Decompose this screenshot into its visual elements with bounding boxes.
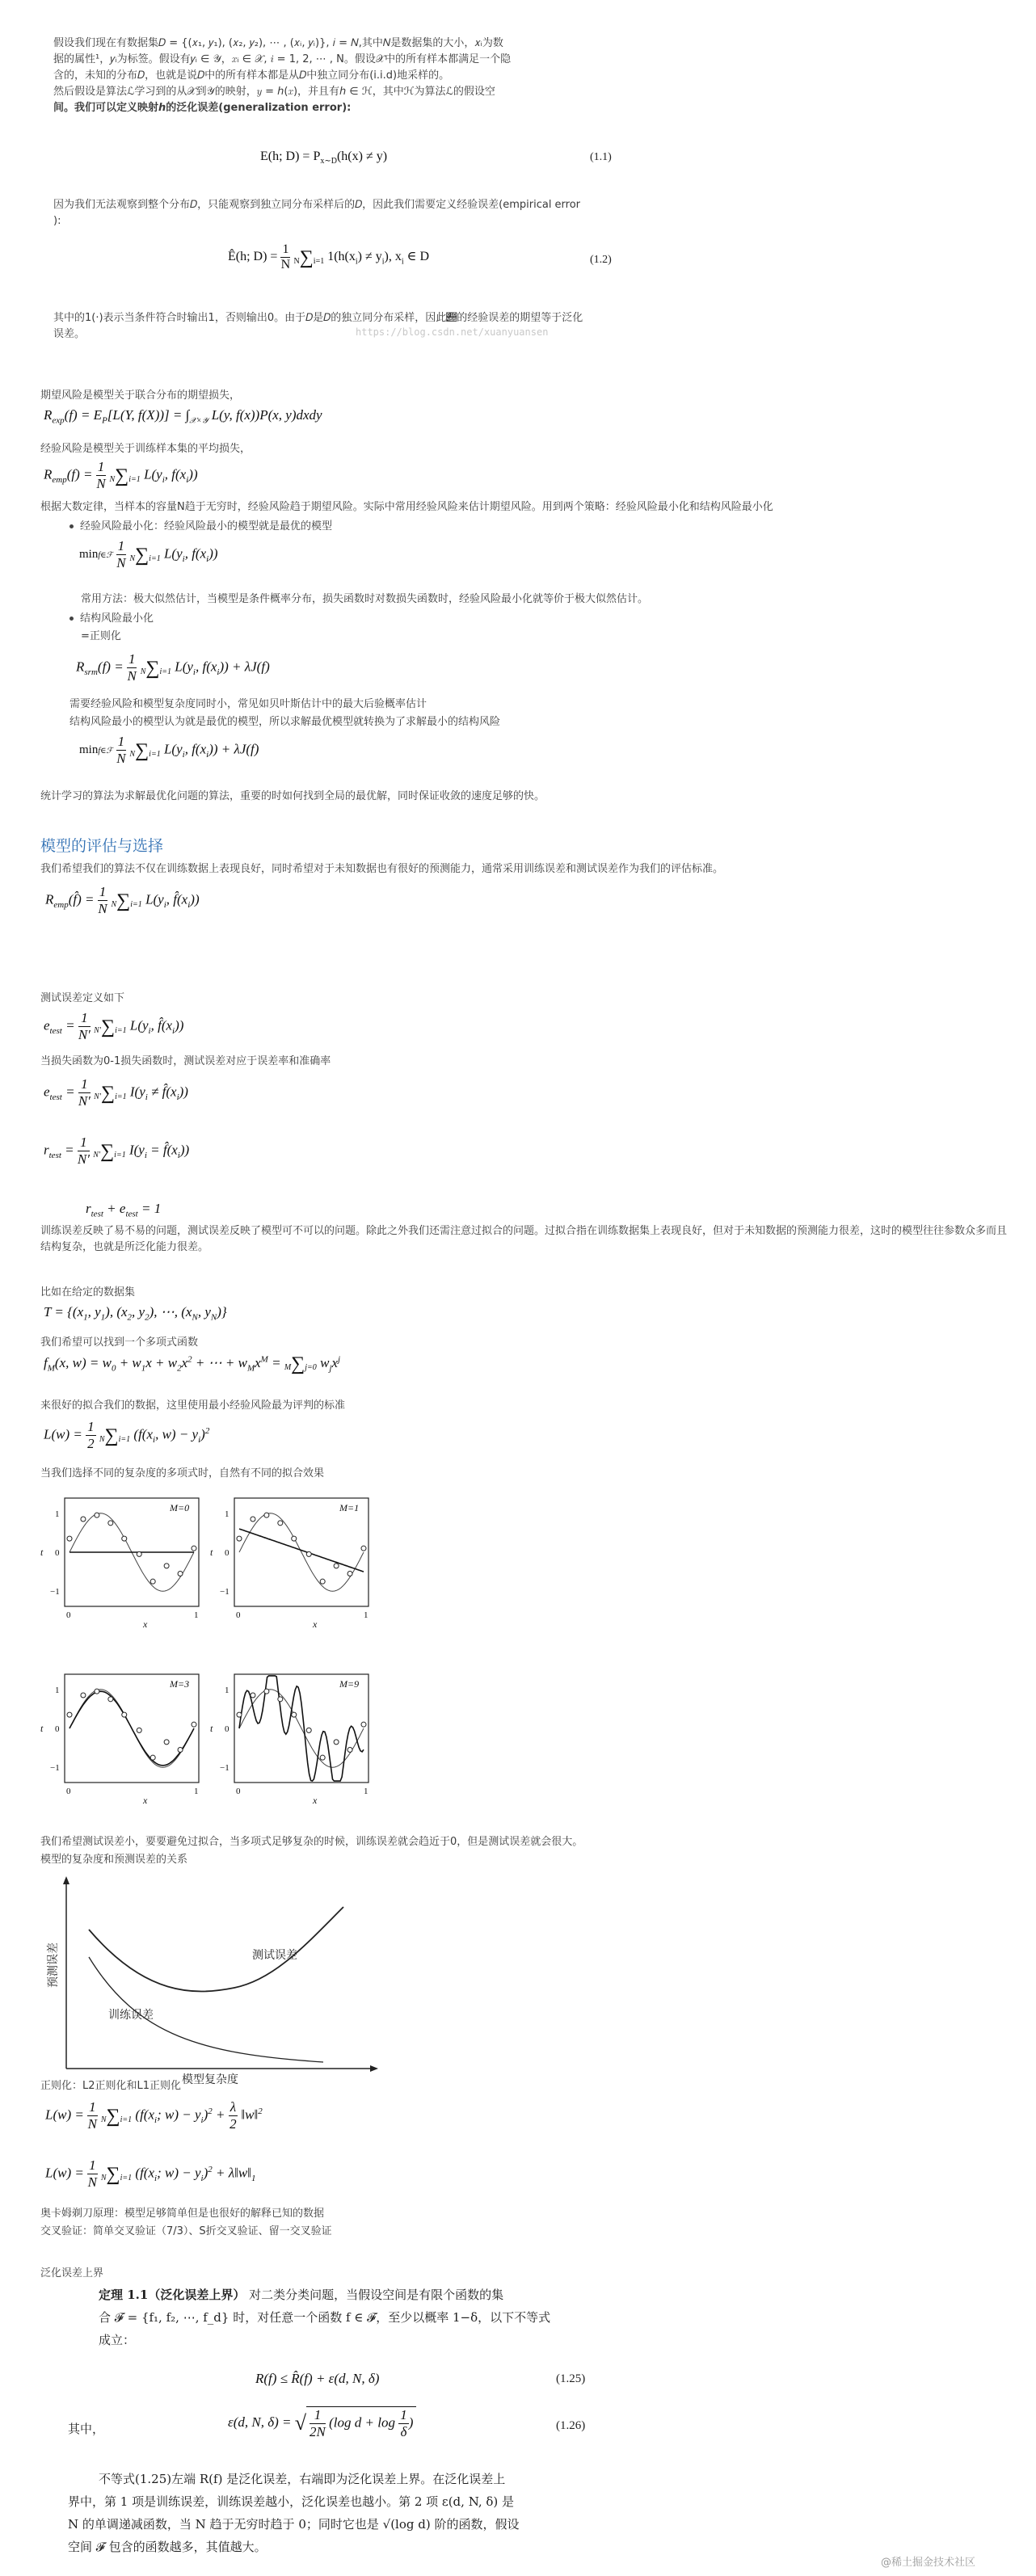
equation-1-26: ε(d, N, δ) = √ $\frac{1}{2N}$ (log d + log $\frac{1}{\delta}$ ) [228,2406,416,2440]
srm-subtext: =正则化 [81,630,121,642]
data-point [137,1728,141,1732]
theorem-explanation-1: 不等式(1.25)左端 R(f) 是泛化误差，右端即为泛化误差上界。在泛化误差上 [99,2472,506,2486]
zero-one-loss-text: 当损失函数为0-1损失函数时，测试误差对应于误差率和准确率 [40,1055,331,1067]
accuracy-formula: $r_{test}$ = $\frac{1}{N'}$ N′∑i=1 $I(y_i$ = $f̂(x_i)$) [44,1134,190,1167]
equation-number-1-1: (1.1) [590,151,612,163]
theorem-block [68,2283,617,2351]
eq-1-2-fraction [280,242,290,272]
bullet-dot [69,617,74,621]
polynomial-intro: 我们希望可以找到一个多项式函数 [40,1336,199,1349]
law-of-large-numbers-text: 根据大数定律，当样本的容量N趋于无穷时，经验风险趋于期望风险。实际中常用经验风险来估计期望风险。用到两个策略：经验风险最小化和结构风险最小化 [40,501,773,513]
empirical-risk-formula: $R_{emp}(f)$ = $\frac{1}{N}$ N∑i=1 $L(y_i$, $f(x_i)$) [44,459,198,491]
dataset-intro: 比如在给定的数据集 [40,1286,136,1299]
data-point [361,1722,366,1727]
intro-line-4: 然后假设是算法ℒ学习到的从𝒳到𝒴的映射，𝑦 = ℎ(𝑥)，并且有ℎ ∈ ℋ，其中ℋ为算法ℒ的假设空 [53,86,495,98]
fit-panel-3 [210,1674,368,1806]
section-intro: 我们希望我们的算法不仅在训练数据上表现良好，同时希望对于未知数据也有很好的预测能力，通常采用训练误差和测试误差作为我们的评估标准。 [40,863,724,875]
l2-formula: L(w) = $\frac{1}{N}$ N∑i=1 ($f(x_i$; $w) - y_i)^2$ + $\frac{\lambda}{2}$ ‖w‖$^2$ [45,2099,263,2132]
eq-1-2-sum-bot: i=1 [313,256,325,266]
cross-validation-text: 交叉验证：简单交叉验证（7/3）、S折交叉验证、留一交叉验证 [40,2225,332,2237]
data-point [278,1697,283,1702]
eq-1-2-body3: ), x [384,250,402,264]
tick-y-top: 1 [225,1509,230,1519]
tick-x-left: 0 [236,1610,241,1620]
eq-1-2-body2: ) ≠ y [357,250,382,264]
data-point [122,1712,127,1717]
data-point [334,1740,339,1745]
train-error-label: 训练误差 [108,2010,154,2022]
fitted-curve [69,1691,194,1766]
axis-x-label: x [313,1795,318,1806]
empirical-line-1: 因为我们无法观察到整个分布𝐷，只能观察到独立同分布采样后的𝐷，因此我们需要定义经验误差(empirical error [53,199,581,211]
bullet-erm-text: 经验风险最小化：经验风险最小的模型就是最优的模型 [80,520,333,532]
where-label: 其中， [68,2422,105,2436]
eq-1-2-den: N [280,258,291,271]
expected-risk-formula: $R_{exp}(f) = E_P[L(Y$, $f(X))] = \int_{𝒳\times 𝒴}$ L(y, f(x))P(x, y)dxdy [44,407,322,426]
training-error-formula: $R_{emp}(f̂)$ = $\frac{1}{N}$ N∑i=1 $L(y_i$, $f̂(x_i)$) [45,884,200,916]
test-error-label: 测试误差 [252,1950,297,1962]
equation-number-1-25: (1.25) [556,2372,586,2385]
test-error-definition: 测试误差定义如下 [40,992,125,1004]
equation-number-1-2: (1.2) [590,254,612,266]
data-point [164,1740,169,1745]
eq-1-2-num: 1 [282,242,289,256]
eq-1-1-lhs: E(h; D) = P [260,149,321,163]
polynomial-fit-figure [32,1487,380,1842]
tick-x-right: 1 [364,1610,368,1620]
axis-y-label: t [210,1547,213,1558]
tick-y-top: 1 [55,1685,60,1695]
tick-y-bot: −1 [50,1587,60,1597]
data-point [347,1572,352,1576]
data-point [95,1689,99,1694]
bullet-srm-text: 结构风险最小化 [80,612,154,625]
tick-x-left: 0 [66,1787,71,1796]
error-rate-formula: $e_{test}$ = $\frac{1}{N'}$ N′∑i=1 $I(y_i$ ≠ $f̂(x_i)$) [44,1076,188,1109]
data-point [137,1551,141,1556]
data-point [178,1748,183,1753]
error-complexity-chart [40,1875,380,2085]
complexity-intro: 当我们选择不同的复杂度的多项式时，自然有不同的拟合效果 [40,1467,325,1480]
data-point [237,1712,242,1717]
tick-x-left: 0 [236,1787,241,1796]
chart-xlabel: 模型复杂度 [182,2074,238,2085]
least-squares-formula: L(w) = $\frac{1}{2}$ N∑i=1 ($f(x_i$, $w) - y_i)^2$ [44,1419,210,1451]
tick-y-mid: 0 [55,1724,60,1734]
tick-y-mid: 0 [55,1548,60,1558]
expected-risk-intro: 期望风险是模型关于联合分布的期望损失， [40,389,241,402]
srm-note-1: 需要经验风险和模型复杂度同时小，常见如贝叶斯估计中的最大后验概率估计 [69,698,427,710]
complexity-relation-label: 模型的复杂度和预测误差的关系 [40,1854,188,1866]
after-plots-text: 我们希望测试误差小，要要避免过拟合，当多项式足够复杂的时候，训练误差就会趋近于0，但是测试误差就会很大。 [40,1836,583,1848]
bullet-dot [69,524,74,528]
data-point [67,1712,72,1717]
section-heading: 模型的评估与选择 [40,837,164,855]
data-point [361,1546,366,1551]
overfitting-text: 训练误差反映了易不易的问题，测试误差反映了模型可不可以的问题。除此之外我们还需注意过拟合的问题。过拟合指在训练数据集上表现良好，但对于未知数据的预测能力很差，这时的模型往往参数众多而且结构复杂，也就是所泛化能力很差。 [40,1225,1008,1253]
y-axis-arrow [63,1876,69,1884]
tick-x-left: 0 [66,1610,71,1620]
srm-note-2: 结构风险最小的模型认为就是最优的模型，所以求解最优模型就转换为了求解最小的结构风险 [69,716,501,728]
tick-y-top: 1 [55,1509,60,1519]
erm-note: 常用方法：极大似然估计，当模型是条件概率分布，损失函数时对数损失函数时，经验风险最小化就等价于极大似然估计。 [81,593,649,605]
theorem-line-3: 成立： [99,2333,136,2347]
equation-1-1 [260,149,387,166]
theorem-explanation [68,2468,617,2558]
tick-y-bot: −1 [220,1763,230,1774]
tick-y-bot: −1 [50,1763,60,1774]
data-point [95,1513,99,1517]
polynomial-formula: $f_M(x$, $w) = w_0 + w_1x + w_2x^2$ + ⋯ + $w_Mx^M = M\sum j=0$ $w_jx^j$ [44,1353,341,1374]
axis-x-label: x [143,1618,148,1630]
panel-label: M=9 [339,1678,360,1690]
intro-line-2: 据的属性¹，𝑦ᵢ为标签。假设有𝑦ᵢ ∈ 𝒴，𝑥ᵢ ∈ 𝒳, 𝑖 = 1, 2, ⋯ , N。假设𝒳中的所有样本都满足一个隐 [53,53,512,65]
empirical-paragraph [53,197,983,229]
least-squares-intro: 来很好的拟合我们的数据，这里使用最小经验风险最为评判的标准 [40,1400,346,1412]
intro-paragraph [53,36,983,116]
equation-1-2: Ê(h; D) = $\frac{1}{N}$ N∑i=1 $1(h(x_i) \ne y_i)$, $x_i$ ∈ D [228,242,430,271]
chart-ylabel: 预测误差 [48,1943,60,1988]
data-point [178,1572,183,1576]
fit-panel-2 [40,1674,199,1806]
data-point [251,1517,255,1522]
data-point [334,1564,339,1568]
intro-line-5: 间。我们可以定义映射ℎ的泛化误差(generalization error): [53,102,352,114]
theorem-text-1: 对二类分类问题，当假设空间是有限个函数的集 [249,2288,504,2302]
data-point [67,1536,72,1541]
eq-1-2-body4: ∈ D [403,250,430,264]
panel-label: M=3 [170,1678,190,1690]
axis-y-label: t [210,1723,213,1734]
bullet-srm [69,611,154,627]
data-point [347,1748,352,1753]
data-point [264,1689,269,1694]
tick-y-mid: 0 [225,1724,230,1734]
data-point [264,1513,269,1517]
bullet-erm [69,519,332,535]
data-point [306,1551,311,1556]
intro-line-1: 假设我们现在有数据集𝐷 = {(𝑥₁, 𝑦₁), (𝑥₂, 𝑦₂), ⋯ , (𝑥ᵢ, 𝑦ᵢ)}, 𝑖 = 𝑁,其中𝑁是数据集的大小，𝑥ᵢ为数 [53,37,503,49]
axis-y-label: t [40,1547,44,1558]
data-point [306,1728,311,1732]
fit-panel-1 [210,1498,368,1630]
data-point [320,1579,325,1584]
tick-y-top: 1 [225,1685,230,1695]
panel-label: M=1 [339,1502,360,1513]
theorem-line-2: 合 𝓕 = {f₁, f₂, ⋯, f_d} 时，对任意一个函数 f ∈ 𝓕，至少以概率 1−δ，以下不等式 [99,2310,551,2325]
data-point [251,1693,255,1698]
test-error-formula: $e_{test}$ = $\frac{1}{N'}$ N′∑i=1 $L(y_i$, $f̂(x_i)$) [44,1010,184,1042]
test-error-curve [89,1907,343,1992]
data-point [122,1536,127,1541]
eq-1-1-rhs: (h(x) ≠ y) [336,149,388,163]
equation-1-25: R(f) ≤ R̂(f) + ε(d, N, δ) [255,2371,380,2386]
fitted-curve [239,1529,364,1572]
tick-x-right: 1 [194,1787,199,1796]
l1-formula: L(w) = $\frac{1}{N}$ N∑i=1 ($f(x_i$; $w) - y_i)^2$ + $\lambda‖w‖_1$ [45,2157,256,2190]
indicator-line-2: 误差。 [53,328,86,340]
tick-x-right: 1 [194,1610,199,1620]
data-point [150,1755,155,1760]
theorem-explanation-3: N 的单调递减函数，当 N 趋于无穷时趋于 0；同时它也是 √(log d) 阶的函数，假设 [68,2517,520,2532]
theorem-explanation-2: 界中，第 1 项是训练误差，训练误差越小，泛化误差也越小。第 2 项 ε(d, N, δ) 是 [68,2494,515,2509]
erm-formula: minf∈ℱ $\frac{1}{N}$ N∑i=1 $L(y_i$, $f(x_i)$) [79,538,218,570]
eq-1-26-lhs: ε(d, N, δ) = [228,2414,292,2430]
data-point [81,1693,86,1698]
data-point [108,1521,113,1526]
data-point [192,1722,196,1727]
empirical-risk-intro: 经验风险是模型关于训练样本集的平均损失， [40,443,251,455]
indicator-line-1: 其中的1(·)表示当条件符合时输出1，否则输出0。由于𝐷是𝐷的独立同分布采样，因此𝑕的经验误差的期望等于泛化 [53,312,583,324]
tick-y-mid: 0 [225,1548,230,1558]
tick-x-right: 1 [364,1787,368,1796]
url-watermark: https://blog.csdn.net/xuanyuansen [356,326,549,338]
footer-watermark: @稀土掘金技术社区 [881,2557,976,2569]
axis-x-label: x [143,1795,148,1806]
risk-summary: 统计学习的算法为求解最优化问题的算法，重要的时如何找到全局的最优解，同时保证收敛的速度足够的快。 [40,790,545,802]
eq-1-2-lhs: Ê(h; D) = [228,250,278,264]
srm-formula: $R_{srm}(f)$ = $\frac{1}{N}$ N∑i=1 $L(y_i$, $f(x_i)) + \lambda J(f)$ [76,651,270,684]
intro-line-3: 含的，未知的分布𝐷，也就是说𝐷中的所有样本都是从𝐷中独立同分布(i.i.d)地采样的。 [53,69,450,82]
data-point [164,1564,169,1568]
data-point [192,1546,196,1551]
data-point [278,1521,283,1526]
x-axis-arrow [370,2065,378,2072]
rate-sum-formula: $r_{test} + e_{test} = 1$ [86,1201,162,1219]
fit-panel-0 [40,1498,199,1630]
data-point [292,1712,297,1717]
eq-1-2-sum-top: N [293,256,300,266]
occam-razor-text: 奥卡姆剃刀原理：模型足够简单但是也很好的解释已知的数据 [40,2208,325,2220]
data-point [81,1517,86,1522]
theorem-explanation-4: 空间 𝓕 包含的函数越多，其值越大。 [68,2540,267,2554]
data-point [237,1536,242,1541]
data-point [320,1755,325,1760]
regularization-label: 正则化：L2正则化和L1正则化 [40,2080,182,2092]
axis-y-label: t [40,1723,44,1734]
dataset-formula: $T = \{(x_1$, $y_1$), ($x_2$, $y_2$), ⋯, ($x_N$, $y_N$)} [44,1304,227,1323]
data-point [150,1579,155,1584]
generalization-bound-label: 泛化误差上界 [40,2267,104,2279]
data-point [292,1536,297,1541]
eq-1-2-body: 1(h(x [327,250,356,264]
srm-min-formula: minf∈ℱ $\frac{1}{N}$ N∑i=1 $L(y_i$, $f(x_i)) + \lambda J(f)$ [79,734,259,766]
true-function-curve [239,1513,364,1591]
tick-y-bot: −1 [220,1587,230,1597]
eq-1-2-sum: N∑i=1 [293,246,325,268]
theorem-line-1 [68,2283,617,2306]
theorem-title: 定理 1.1（泛化误差上界） [99,2288,246,2302]
equation-number-1-26: (1.26) [556,2419,586,2432]
empirical-line-2: ): [53,215,61,227]
panel-label: M=0 [170,1502,190,1513]
data-point [108,1697,113,1702]
eq-1-1-sub: x∼D [320,157,337,166]
axis-x-label: x [313,1618,318,1630]
